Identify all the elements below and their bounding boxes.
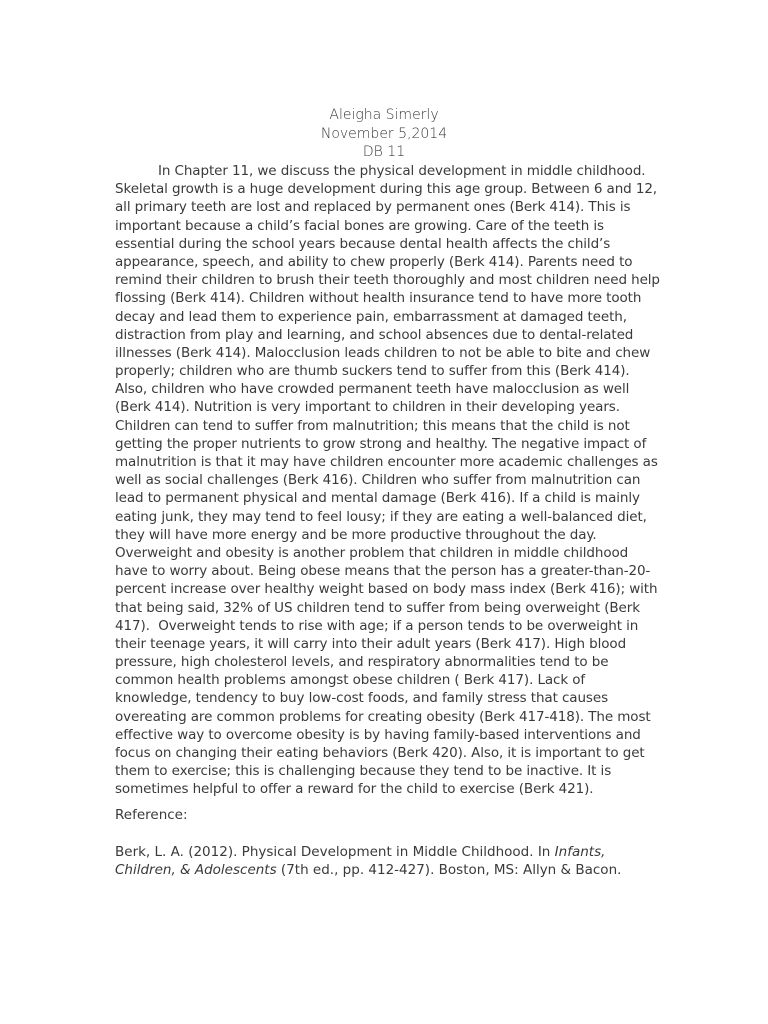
body-paragraph xyxy=(115,162,660,799)
paragraph-line: properly; children who are thumb suckers tend to suffer from this (Berk 414). xyxy=(115,363,630,380)
paragraph-line: focus on changing their eating behaviors (Berk 420). Also, it is important to get xyxy=(115,745,645,761)
paragraph-line: essential during the school years because dental health affects the child’s xyxy=(115,235,611,252)
book-title: Infants, xyxy=(554,844,606,860)
paragraph-line: all primary teeth are lost and replaced by permanent ones (Berk 414). This is xyxy=(115,199,631,216)
paragraph-line: illnesses (Berk 414). Malocclusion leads children to not be able to bite and chew xyxy=(115,344,651,361)
paragraph-line: malnutrition is that it may have children encounter more academic challenges as xyxy=(115,454,658,470)
paragraph-line: distraction from play and learning, and school absences due to dental-related xyxy=(115,326,634,343)
reference-line xyxy=(115,861,675,879)
paragraph-line: eating junk, they may tend to feel lousy; if they are eating a well-balanced diet, xyxy=(115,508,647,525)
paragraph-line: overeating are common problems for creating obesity (Berk 417-418). The most xyxy=(115,708,651,725)
paragraph-line: well as social challenges (Berk 416). Children who suffer from malnutrition can xyxy=(115,472,641,489)
paragraph-line: common health problems amongst obese children ( Berk 417). Lack of xyxy=(115,672,586,689)
paragraph-line: appearance, speech, and ability to chew properly (Berk 414). Parents need to xyxy=(115,253,633,270)
paragraph-line: percent increase over healthy weight based on body mass index (Berk 416); with xyxy=(115,581,658,598)
paragraph-line: pressure, high cholesterol levels, and respiratory abnormalities tend to be xyxy=(115,654,609,671)
reference-text: Berk, L. A. (2012). Physical Development in Middle Childhood. In xyxy=(115,844,555,860)
paragraph-line: In Chapter 11, we discuss the physical development in middle childhood. xyxy=(158,163,646,179)
reference-entry xyxy=(115,843,675,879)
paragraph-line: important because a child’s facial bones are growing. Care of the teeth is xyxy=(115,217,604,234)
paragraph-line: have to worry about. Being obese means that the person has a greater-than-20- xyxy=(115,563,651,580)
reference-text: (7th ed., pp. 412-427). Boston, MS: Allyn & Bacon. xyxy=(276,862,622,879)
paragraph-line: knowledge, tendency to buy low-cost foods, and family stress that causes xyxy=(115,690,608,707)
document-date: November 5,2014 xyxy=(320,125,448,142)
paragraph-line: them to exercise; this is challenging because they tend to be inactive. It is xyxy=(115,763,612,780)
paragraph-line: 417). Overweight tends to rise with age; if a person tends to be overweight in xyxy=(115,617,639,634)
paragraph-line: Skeletal growth is a huge development during this age group. Between 6 and 12, xyxy=(115,181,658,198)
paragraph-line: (Berk 414). Nutrition is very important to children in their developing years. xyxy=(115,399,620,416)
paragraph-line: their teenage years, it will carry into their adult years (Berk 417). High blood xyxy=(115,635,627,652)
reference-line xyxy=(115,843,675,861)
paragraph-line: lead to permanent physical and mental damage (Berk 416). If a child is mainly xyxy=(115,490,640,507)
reference-heading: Reference: xyxy=(115,807,188,823)
paragraph-line: that being said, 32% of US children tend to suffer from being overweight (Berk xyxy=(115,599,640,616)
paragraph-line: Also, children who have crowded permanent teeth have malocclusion as well xyxy=(115,381,630,398)
paragraph-line: Overweight and obesity is another problem that children in middle childhood xyxy=(115,544,629,561)
paragraph-line: getting the proper nutrients to grow strong and healthy. The negative impact of xyxy=(115,435,647,452)
paragraph-line: flossing (Berk 414). Children without health insurance tend to have more tooth xyxy=(115,290,642,307)
paragraph-line: sometimes helpful to offer a reward for the child to exercise (Berk 421). xyxy=(115,781,594,798)
paragraph-line: remind their children to brush their teeth thoroughly and most children need help xyxy=(115,272,660,289)
paragraph-line: Children can tend to suffer from malnutrition; this means that the child is not xyxy=(115,417,630,434)
book-title: Children, & Adolescents xyxy=(115,862,277,879)
paragraph-line: effective way to overcome obesity is by having family-based interventions and xyxy=(115,726,641,743)
document-header xyxy=(0,106,768,162)
author-name: Aleigha Simerly xyxy=(329,107,439,123)
paragraph-line: they will have more energy and be more productive throughout the day. xyxy=(115,526,597,543)
paragraph-line: decay and lead them to experience pain, embarrassment at damaged teeth, xyxy=(115,308,627,325)
assignment-title: DB 11 xyxy=(362,144,406,160)
